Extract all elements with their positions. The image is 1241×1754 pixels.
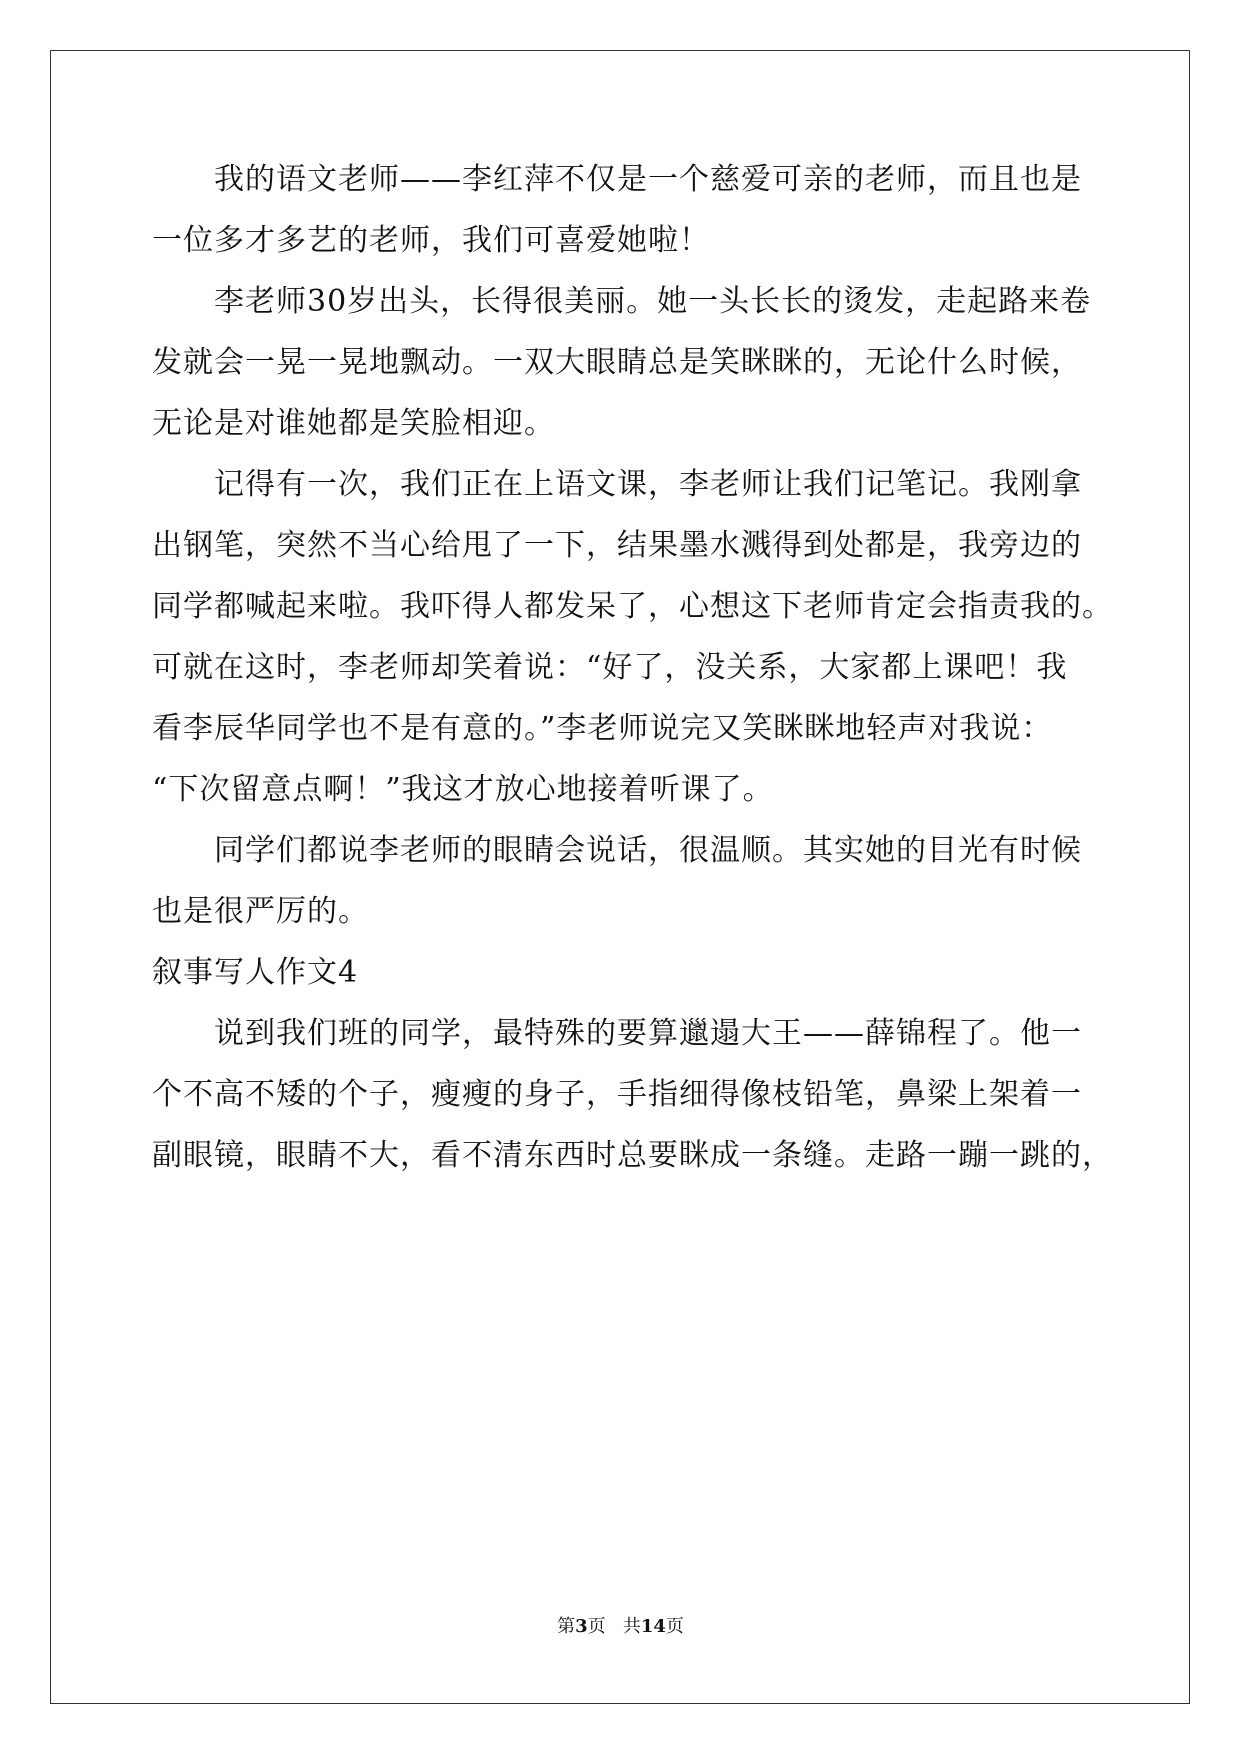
text-line: 副眼镜，眼睛不大，看不清东西时总要眯成一条缝。走路一蹦一跳的，	[152, 1138, 1113, 1173]
footer-total-suffix: 页	[665, 1616, 684, 1637]
text-line: 记得有一次，我们正在上语文课，李老师让我们记笔记。我刚拿	[214, 467, 1082, 502]
footer-prefix: 第	[557, 1616, 576, 1637]
footer-page-suffix: 页	[587, 1616, 606, 1637]
text-line: 发就会一晃一晃地飘动。一双大眼睛总是笑眯眯的，无论什么时候，	[152, 345, 1082, 380]
section-heading: 叙事写人作文4	[152, 955, 359, 990]
text-line: 我的语文老师——李红萍不仅是一个慈爱可亲的老师，而且也是	[214, 162, 1082, 197]
text-line: 李老师30岁出头，长得很美丽。她一头长长的烫发，走起路来卷	[214, 284, 1092, 319]
text-line: 一位多才多艺的老师，我们可喜爱她啦！	[152, 223, 710, 258]
current-page-number: 3	[575, 1616, 588, 1637]
text-line: 个不高不矮的个子，瘦瘦的身子，手指细得像枝铅笔，鼻梁上架着一	[152, 1077, 1082, 1112]
page-footer	[0, 1612, 1241, 1638]
text-line: 出钢笔，突然不当心给甩了一下，结果墨水溅得到处都是，我旁边的	[152, 528, 1082, 563]
text-line: 可就在这时，李老师却笑着说：“好了，没关系，大家都上课吧！我	[152, 650, 1068, 685]
text-line: 同学都喊起来啦。我吓得人都发呆了，心想这下老师肯定会指责我的。	[152, 589, 1113, 624]
text-line: 看李辰华同学也不是有意的。”李老师说完又笑眯眯地轻声对我说：	[152, 711, 1053, 746]
text-line: “下次留意点啊！”我这才放心地接着听课了。	[152, 772, 774, 807]
text-line: 也是很严厉的。	[152, 894, 369, 929]
total-page-count: 14	[640, 1616, 666, 1637]
document-body	[152, 160, 1113, 1197]
text-line: 说到我们班的同学，最特殊的要算邋遢大王——薛锦程了。他一	[214, 1016, 1082, 1051]
text-line: 同学们都说李老师的眼睛会说话，很温顺。其实她的目光有时候	[214, 833, 1082, 868]
footer-total-prefix: 共	[622, 1616, 641, 1637]
text-line: 无论是对谁她都是笑脸相迎。	[152, 406, 555, 441]
